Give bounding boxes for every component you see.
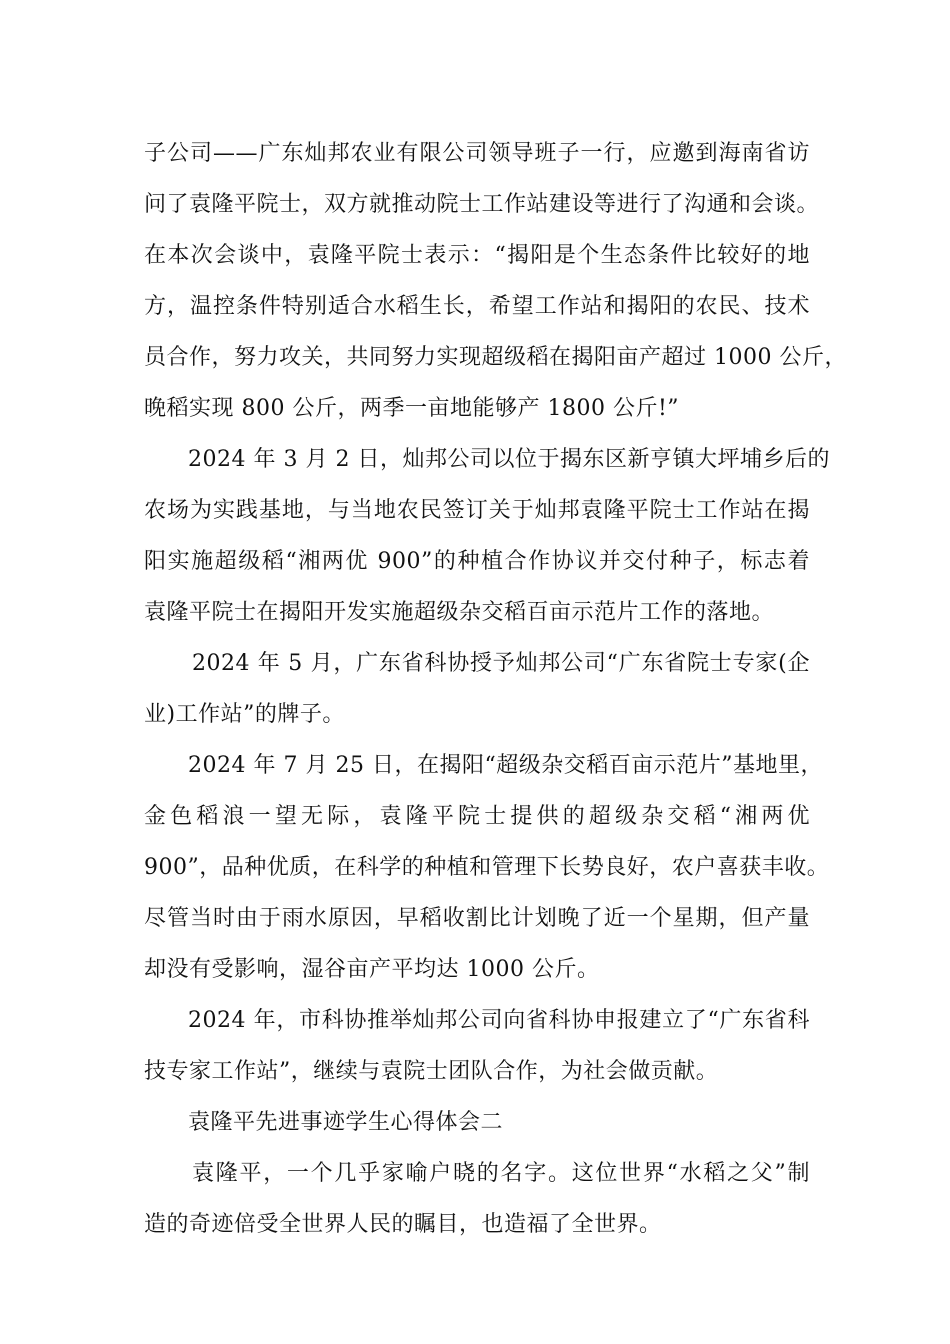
paragraph-july-2024 (144, 740, 830, 995)
text-line: 袁隆平院士在揭阳开发实施超级杂交稻百亩示范片工作的落地。 (144, 600, 775, 625)
text-line: 袁隆平，一个几乎家喻户晓的名字。这位世界“水稻之父”制 (192, 1161, 810, 1186)
text-line: 造的奇迹倍受全世界人民的瞩目，也造福了全世界。 (144, 1212, 662, 1237)
document-body (144, 128, 847, 1250)
text-line: 员合作，努力攻关，共同努力实现超级稻在揭阳亩产超过 1000 公斤， (144, 345, 847, 370)
text-line: 农场为实践基地，与当地农民签订关于灿邦袁隆平院士工作站在揭 (144, 498, 810, 523)
text-line: 2024 年 3 月 2 日，灿邦公司以位于揭东区新亨镇大坪埔乡后的 (188, 447, 830, 472)
heading-line: 袁隆平先进事迹学生心得体会二 (188, 1110, 504, 1135)
text-line: 2024 年 7 月 25 日，在揭阳“超级杂交稻百亩示范片”基地里， (188, 753, 823, 778)
text-line: 900”，品种优质，在科学的种植和管理下长势良好，农户喜获丰收。 (144, 855, 830, 880)
text-line: 方，温控条件特别适合水稻生长，希望工作站和揭阳的农民、技术 (144, 294, 810, 319)
paragraph-may-2024 (144, 638, 810, 740)
text-line: 2024 年 5 月，广东省科协授予灿邦公司“广东省院士专家(企 (192, 651, 810, 676)
paragraph-meeting (144, 128, 847, 434)
paragraph-intro (144, 1148, 810, 1250)
text-line: 问了袁隆平院士，双方就推动院士工作站建设等进行了沟通和会谈。 (144, 192, 820, 217)
text-line: 子公司——广东灿邦农业有限公司领导班子一行，应邀到海南省访 (144, 141, 810, 166)
text-line: 晚稻实现 800 公斤，两季一亩地能够产 1800 公斤!” (144, 396, 680, 421)
text-line: 却没有受影响，湿谷亩产平均达 1000 公斤。 (144, 957, 600, 982)
text-line: 阳实施超级稻“湘两优 900”的种植合作协议并交付种子，标志着 (144, 549, 810, 574)
text-line: 业)工作站”的牌子。 (144, 702, 345, 727)
section-heading (144, 1097, 810, 1148)
text-line: 技专家工作站”，继续与袁院士团队合作，为社会做贡献。 (144, 1059, 719, 1084)
text-line: 金色稻浪一望无际，袁隆平院士提供的超级杂交稻“湘两优 (144, 804, 810, 829)
paragraph-march-2024 (144, 434, 830, 638)
text-line: 在本次会谈中，袁隆平院士表示：“揭阳是个生态条件比较好的地 (144, 243, 810, 268)
paragraph-2024-station (144, 995, 810, 1097)
text-line: 尽管当时由于雨水原因，早稻收割比计划晚了近一个星期，但产量 (144, 906, 810, 931)
text-line: 2024 年，市科协推举灿邦公司向省科协申报建立了“广东省科 (188, 1008, 810, 1033)
